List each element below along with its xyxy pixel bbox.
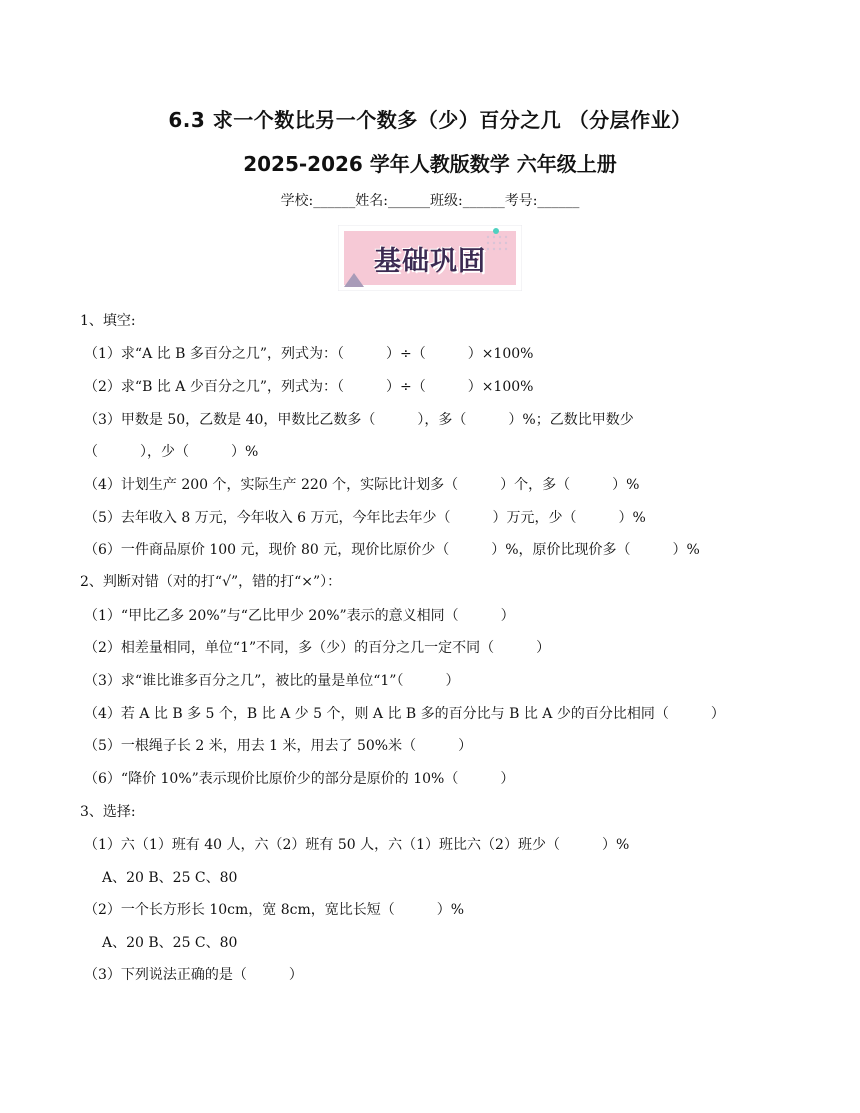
question-item: （4）若 A 比 B 多 5 个，B 比 A 少 5 个，则 A 比 B 多的百分比与 B 比 A 少的百分比相同（ ）	[84, 706, 725, 722]
question-item: （5）去年收入 8 万元，今年收入 6 万元，今年比去年少（ ）万元，少（ ）%	[84, 510, 646, 526]
question-item: （1）六（1）班有 40 人，六（2）班有 50 人，六（1）班比六（2）班少（ ）%	[84, 837, 630, 853]
section-heading-true-false: 2、判断对错（对的打“√”，错的打“×”）：	[80, 574, 342, 590]
question-item: （6）一件商品原价 100 元，现价 80 元，现价比原价少（ ）%，原价比现价多（ ）%	[84, 542, 700, 558]
question-item: （6）“降价 10%”表示现价比原价少的部分是原价的 10%（ ）	[84, 771, 515, 787]
question-item: （4）计划生产 200 个，实际生产 220 个，实际比计划多（ ）个，多（ ）%	[84, 477, 640, 493]
question-item: （1）“甲比乙多 20%”与“乙比甲少 20%”表示的意义相同（ ）	[84, 608, 515, 624]
section-heading-fill-blank: 1、填空:	[80, 313, 136, 329]
student-info-line: 学校:______姓名:______班级:______考号:______	[280, 193, 580, 209]
section-banner	[338, 225, 522, 291]
question-item: （2）相差量相同，单位“1”不同，多（少）的百分之几一定不同（ ）	[84, 640, 551, 656]
banner-title: 基础巩固	[374, 246, 486, 277]
question-item: （1）求“A 比 B 多百分之几”，列式为：（ ）÷（ ）×100%	[84, 346, 534, 362]
question-item: （3）求“谁比谁多百分之几”，被比的量是单位“1”（ ）	[84, 673, 460, 689]
answer-options: A、20 B、25 C、80	[102, 935, 238, 951]
question-item: （ ），少（ ）%	[84, 444, 259, 460]
question-item: （3）下列说法正确的是（ ）	[84, 967, 303, 983]
question-item: （2）一个长方形长 10cm，宽 8cm，宽比长短（ ）%	[84, 902, 465, 918]
page-subtitle: 2025-2026 学年人教版数学 六年级上册	[243, 152, 617, 176]
answer-options: A、20 B、25 C、80	[102, 870, 238, 886]
question-item: （3）甲数是 50，乙数是 40，甲数比乙数多（ ），多（ ）%；乙数比甲数少	[84, 412, 634, 428]
section-heading-multiple-choice: 3、选择:	[80, 804, 136, 820]
question-item: （2）求“B 比 A 少百分之几”，列式为：（ ）÷（ ）×100%	[84, 379, 534, 395]
question-item: （5）一根绳子长 2 米，用去 1 米，用去了 50%米（ ）	[84, 738, 473, 754]
page-title: 6.3 求一个数比另一个数多（少）百分之几 （分层作业）	[168, 108, 692, 132]
